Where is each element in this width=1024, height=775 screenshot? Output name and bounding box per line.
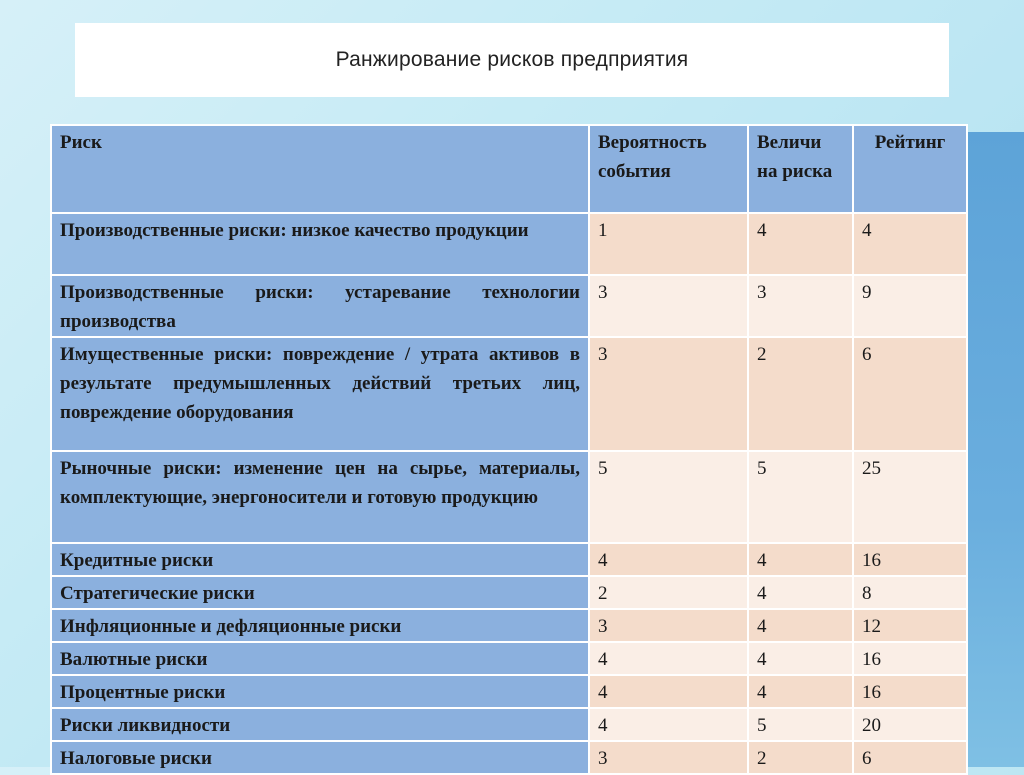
header-probability: Вероятность события [589,125,748,213]
rating-cell: 20 [853,708,967,741]
probability-cell: 1 [589,213,748,275]
table-row [51,337,967,451]
table-row [51,675,967,708]
header-magnitude: Величи на риска [748,125,853,213]
rating-cell: 4 [853,213,967,275]
probability-cell: 3 [589,275,748,337]
magnitude-cell: 4 [748,576,853,609]
table-row [51,213,967,275]
risk-cell: Кредитные риски [51,543,589,576]
probability-cell: 3 [589,609,748,642]
risk-cell: Рыночные риски: изменение цен на сырье, материалы, комплектующие, энергоносители и готовую продукцию [51,451,589,543]
table-row [51,543,967,576]
probability-cell: 4 [589,543,748,576]
magnitude-cell: 2 [748,741,853,774]
decorative-accent-bar [965,132,1024,767]
table-row [51,576,967,609]
magnitude-cell: 2 [748,337,853,451]
magnitude-cell: 5 [748,451,853,543]
risk-cell: Валютные риски [51,642,589,675]
rating-cell: 6 [853,337,967,451]
table-row [51,741,967,774]
probability-cell: 5 [589,451,748,543]
probability-cell: 4 [589,675,748,708]
risk-cell: Процентные риски [51,675,589,708]
table-row [51,451,967,543]
magnitude-cell: 5 [748,708,853,741]
risk-cell: Имущественные риски: повреждение / утрата активов в результате предумышленных действий третьих лиц, повреждение оборудования [51,337,589,451]
table-row [51,609,967,642]
title-box [75,23,949,97]
slide-title: Ранжирование рисков предприятия [335,48,689,71]
rating-cell: 6 [853,741,967,774]
probability-cell: 4 [589,708,748,741]
rating-cell: 16 [853,642,967,675]
rating-cell: 25 [853,451,967,543]
risk-cell: Производственные риски: низкое качество продукции [51,213,589,275]
rating-cell: 8 [853,576,967,609]
header-risk: Риск [51,125,589,213]
table-row [51,275,967,337]
magnitude-cell: 4 [748,213,853,275]
risk-cell: Производственные риски: устаревание технологии производства [51,275,589,337]
probability-cell: 3 [589,741,748,774]
risk-cell: Стратегические риски [51,576,589,609]
magnitude-cell: 4 [748,642,853,675]
header-rating: Рейтинг [853,125,967,213]
probability-cell: 2 [589,576,748,609]
rating-cell: 16 [853,543,967,576]
rating-cell: 16 [853,675,967,708]
risk-ranking-table [50,124,968,775]
risk-cell: Инфляционные и дефляционные риски [51,609,589,642]
magnitude-cell: 4 [748,543,853,576]
probability-cell: 4 [589,642,748,675]
rating-cell: 12 [853,609,967,642]
table-row [51,642,967,675]
rating-cell: 9 [853,275,967,337]
magnitude-cell: 4 [748,675,853,708]
table-header-row [51,125,967,213]
risk-cell: Налоговые риски [51,741,589,774]
probability-cell: 3 [589,337,748,451]
risk-cell: Риски ликвидности [51,708,589,741]
magnitude-cell: 4 [748,609,853,642]
magnitude-cell: 3 [748,275,853,337]
table-row [51,708,967,741]
